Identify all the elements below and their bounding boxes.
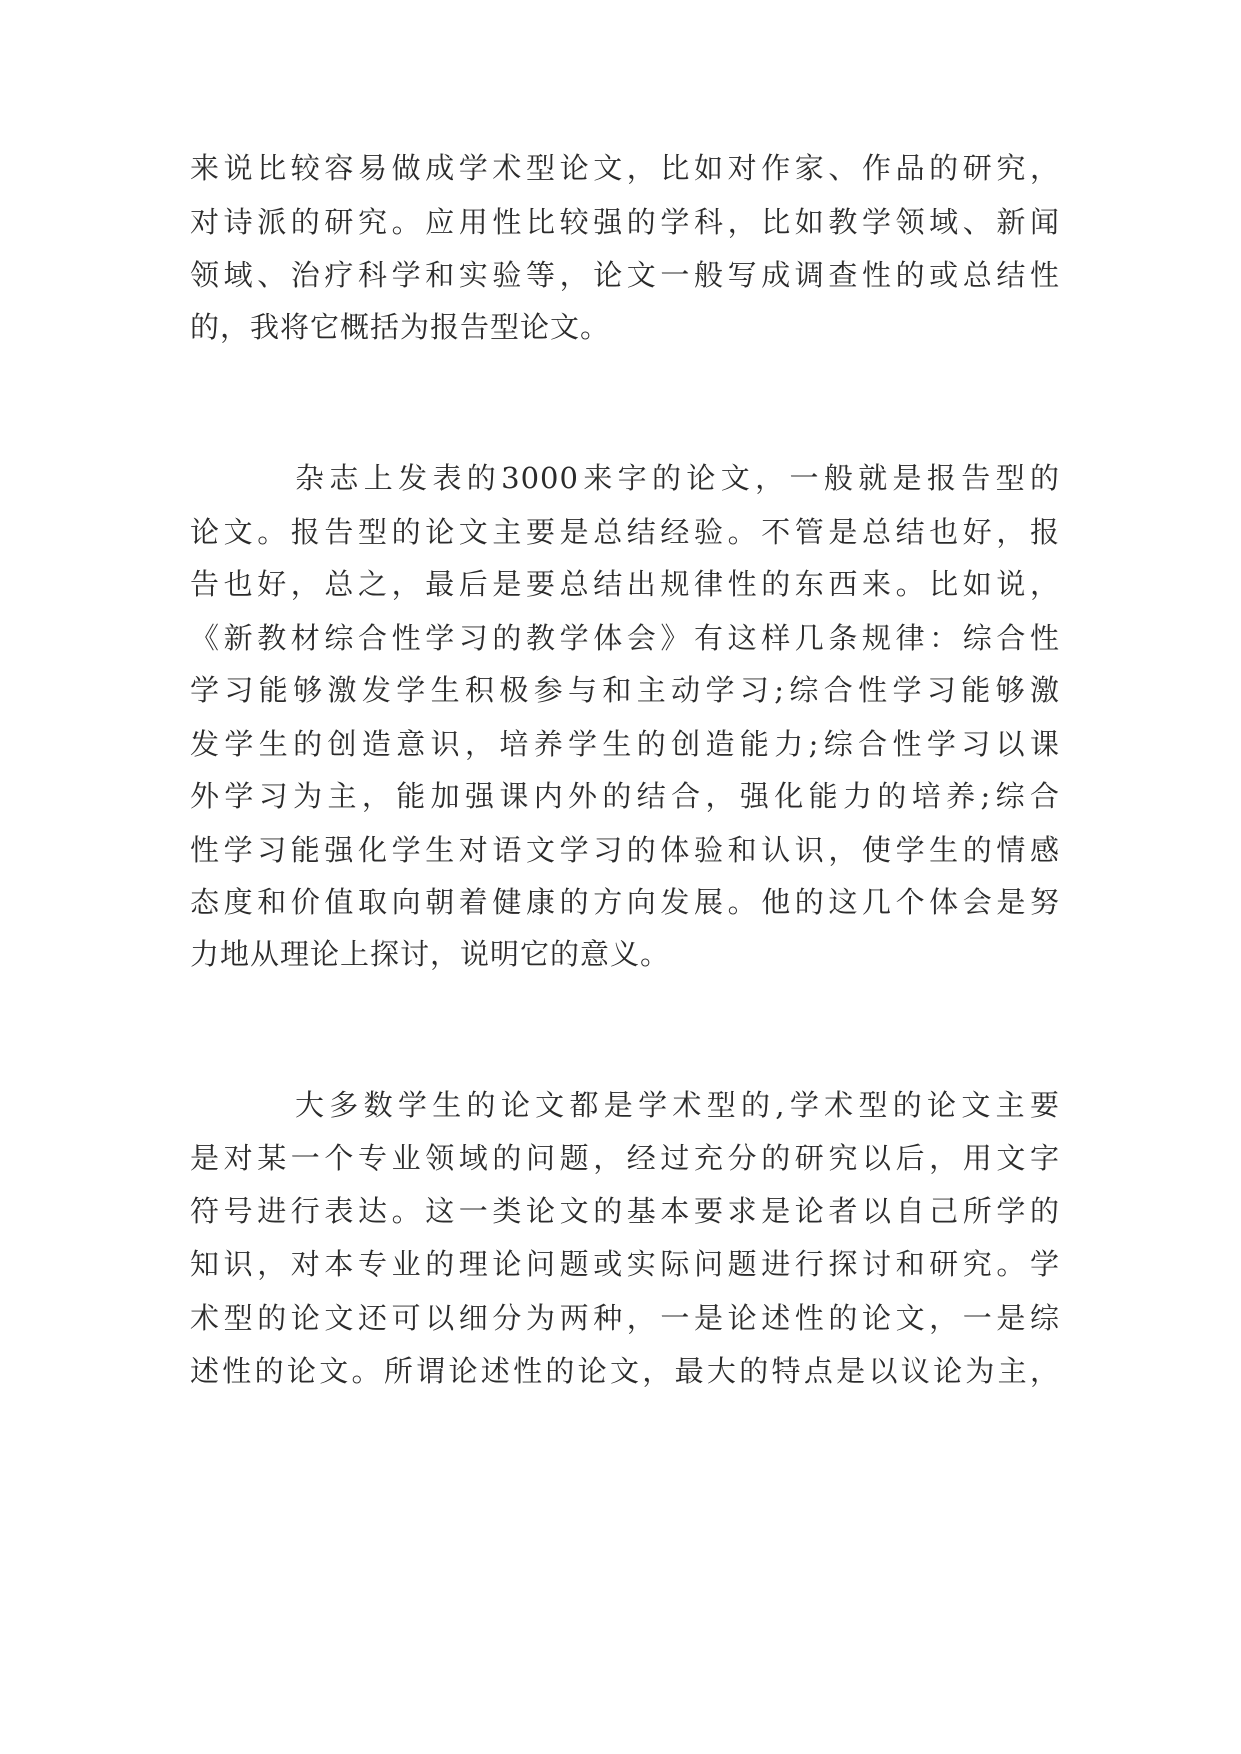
text-line: 态度和价值取向朝着健康的方向发展。他的这几个体会是努 xyxy=(190,885,1060,919)
text-line: 来说比较容易做成学术型论文，比如对作家、作品的研究， xyxy=(190,151,1060,185)
text-line: 学习能够激发学生积极参与和主动学习;综合性学习能够激 xyxy=(190,673,1060,707)
text-line: 外学习为主，能加强课内外的结合，强化能力的培养;综合 xyxy=(190,779,1060,813)
text-line: 告也好，总之，最后是要总结出规律性的东西来。比如说， xyxy=(190,567,1060,601)
text-line: 述性的论文。所谓论述性的论文，最大的特点是以议论为主， xyxy=(190,1354,1060,1388)
text-line: 术型的论文还可以细分为两种，一是论述性的论文，一是综 xyxy=(190,1301,1060,1335)
text-line: 领域、治疗科学和实验等，论文一般写成调查性的或总结性 xyxy=(190,258,1060,292)
text-line: 性学习能强化学生对语文学习的体验和认识，使学生的情感 xyxy=(190,833,1060,867)
text-line: 大多数学生的论文都是学术型的,学术型的论文主要 xyxy=(295,1088,1060,1122)
text-line: 《新教材综合性学习的教学体会》有这样几条规律：综合性 xyxy=(190,621,1060,655)
text-line: 力地从理论上探讨，说明它的意义。 xyxy=(190,937,671,971)
text-line: 的，我将它概括为报告型论文。 xyxy=(190,310,611,344)
text-line: 对诗派的研究。应用性比较强的学科，比如教学领域、新闻 xyxy=(190,205,1060,239)
text-line: 是对某一个专业领域的问题，经过充分的研究以后，用文字 xyxy=(190,1141,1060,1175)
text-line: 论文。报告型的论文主要是总结经验。不管是总结也好，报 xyxy=(190,515,1060,549)
text-line: 知识，对本专业的理论问题或实际问题进行探讨和研究。学 xyxy=(190,1247,1060,1281)
text-line: 发学生的创造意识，培养学生的创造能力;综合性学习以课 xyxy=(190,727,1060,761)
text-line: 杂志上发表的3000来字的论文，一般就是报告型的 xyxy=(295,461,1060,495)
text-line: 符号进行表达。这一类论文的基本要求是论者以自己所学的 xyxy=(190,1194,1060,1228)
